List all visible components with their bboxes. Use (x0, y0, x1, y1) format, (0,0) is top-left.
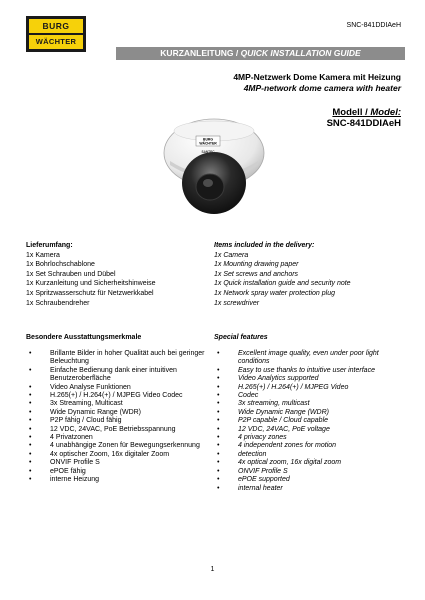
feature-de-item: • 12 VDC, 24VAC, PoE Betriebsspannung (26, 426, 206, 434)
model-label-sep: / (362, 107, 371, 118)
feature-de-item: • ePOE fähig (26, 468, 206, 476)
included-en-item: 1x screwdriver (214, 299, 260, 307)
banner-sep: / (233, 48, 241, 58)
header-model-code: SNC-841DDIAeH (346, 22, 401, 29)
model-label (332, 107, 401, 118)
feature-en-item: • Video Analytics supported (214, 375, 394, 383)
title-de: 4MP-Netzwerk Dome Kamera mit Heizung (233, 72, 401, 82)
feature-en-item: • Codec (214, 392, 394, 400)
features-de-list (26, 350, 206, 485)
dome-camera-image (160, 109, 268, 221)
feature-de-item: • 4 Privatzonen (26, 434, 206, 442)
page-number: 1 (210, 566, 215, 573)
included-de-item: 1x Spritzwasserschutz für Netzwerkkabel (26, 289, 154, 297)
feature-en-item: • 12 VDC, 24VAC, PoE voltage (214, 426, 394, 434)
feature-en-item: • 4 independent zones for motion (214, 442, 394, 450)
camera-label-line-2: WÄCHTER (199, 141, 217, 146)
feature-en-item: • Excellent image quality, even under poor light conditions (214, 350, 394, 367)
included-en-heading: Items included in the delivery: (214, 242, 315, 249)
included-en (214, 241, 351, 308)
camera-label-line-1: BURG (203, 137, 213, 142)
included-en-item: 1x Mounting drawing paper (214, 261, 299, 269)
logo-bottom-text: WÄCHTER (29, 35, 83, 49)
included-en-item: 1x Camera (214, 251, 249, 259)
included-en-item: 1x Set screws and anchors (214, 270, 299, 278)
feature-en-item: • 4 privacy zones (214, 434, 394, 442)
included-de-item: 1x Kamera (26, 251, 60, 259)
banner-en: QUICK INSTALLATION GUIDE (240, 48, 361, 58)
included-de-item: 1x Bohrlochschablone (26, 261, 95, 269)
feature-de-item: • 4x optischer Zoom, 16x digitaler Zoom (26, 451, 206, 459)
feature-de-item: • 3x Streaming, Multicast (26, 400, 206, 408)
feature-de-item: • H.265(+) / H.264(+) / MJPEG Video Codec (26, 392, 206, 400)
feature-de-item: • Video Analyse Funktionen (26, 384, 206, 392)
guide-banner (116, 47, 405, 60)
included-en-item: 1x Network spray water protection plug (214, 289, 335, 297)
logo-top-text: BURG (29, 19, 83, 33)
features-en-heading: Special features (214, 334, 268, 341)
title-en: 4MP-network dome camera with heater (243, 83, 401, 93)
feature-en-item: • Wide Dynamic Range (WDR) (214, 409, 394, 417)
included-en-item: 1x Quick installation guide and security note (214, 280, 351, 288)
feature-de-item: • interne Heizung (26, 476, 206, 484)
feature-en-item: • ePOE supported (214, 476, 394, 484)
banner-de: KURZANLEITUNG (160, 48, 234, 58)
feature-en-item: • 3x streaming, multicast (214, 400, 394, 408)
feature-en-item: • Easy to use thanks to intuitive user interface (214, 367, 394, 375)
feature-en-item: • P2P capable / Cloud capable (214, 417, 394, 425)
feature-de-item: • ONVIF Profile S (26, 459, 206, 467)
model-number: SNC-841DDIAeH (326, 118, 401, 129)
feature-en-item: • internal heater (214, 485, 394, 493)
included-de-item: 1x Kurzanleitung und Sicherheitshinweise (26, 280, 156, 288)
model-label-en: Model: (370, 107, 401, 118)
feature-en-item: • H.265(+) / H.264(+) / MJPEG Video (214, 384, 394, 392)
feature-en-item: • ONVIF Profile S (214, 468, 394, 476)
model-label-de: Modell (332, 107, 363, 118)
feature-de-item: • Wide Dynamic Range (WDR) (26, 409, 206, 417)
feature-de-item: • P2P fähig / Cloud fähig (26, 417, 206, 425)
features-de-heading: Besondere Ausstattungsmerkmale (26, 334, 142, 341)
included-de (26, 241, 156, 308)
feature-de-item: • Brillante Bilder in hoher Qualität auch bei geringer Beleuchtung (26, 350, 206, 367)
feature-de-item: • 4 unabhängige Zonen für Bewegungserkennung (26, 442, 206, 450)
included-de-item: 1x Set Schrauben und Dübel (26, 270, 116, 278)
burg-waechter-logo (26, 16, 86, 52)
feature-de-item: • Einfache Bedienung dank einer intuitiven Benutzeroberfläche (26, 367, 206, 384)
feature-en-item: • detection (214, 451, 394, 459)
features-en-list (214, 350, 394, 493)
feature-en-item: • 4x optical zoom, 16x digital zoom (214, 459, 394, 467)
included-de-heading: Lieferumfang: (26, 242, 73, 249)
included-de-item: 1x Schraubendreher (26, 299, 90, 307)
camera-brand-text: SANTEC (201, 150, 215, 154)
